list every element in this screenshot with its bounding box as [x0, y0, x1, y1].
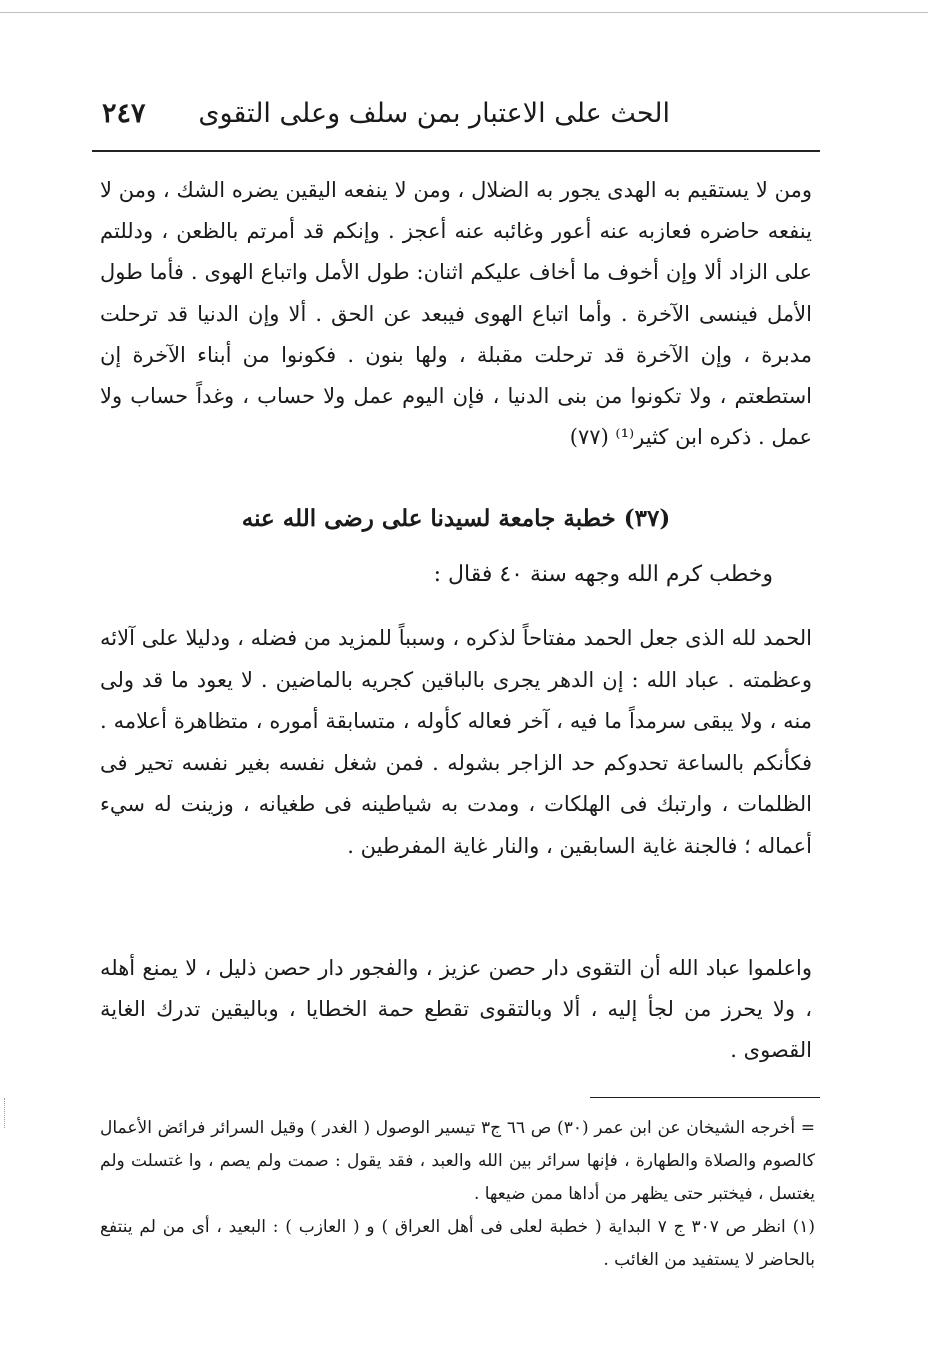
page-header: [92, 98, 820, 148]
page-number: ٢٤٧: [102, 98, 146, 129]
paragraph-3: واعلموا عباد الله أن التقوى دار حصن عزيز ، والفجور دار حصن ذليل ، لا يمنع أهله ، ولا يحرز من لجأ إليه ، ألا وبالتقوى تقطع حمة الخطايا ، وباليقين تدرك الغاية القصوى .: [100, 956, 812, 1062]
paragraph-2: الحمد لله الذى جعل الحمد مفتاحاً لذكره ، وسبباً للمزيد من فضله ، ودليلا على آلائه وعظمته . عباد الله : إن الدهر يجرى بالباقين كجريه بالماضين . لا يعود ما قد ولى منه ، ولا يبقى سرمداً ما فيه ، آخر فعاله كأوله ، متسابقة أموره ، متظاهرة أعلامه . فكأنكم بالساعة تحدوكم حد الزاجر بشوله . فمن شغل نفسه بغير نفسه تحير فى الظلمات ، وارتبك فى الهلكات ، ومدت به شياطينه فى طغيانه ، وزينت له سيء أعماله ؛ فالجنة غاية السابقين ، والنار غاية المفرطين .: [100, 626, 812, 858]
top-edge-line: [0, 12, 928, 13]
footnote-rule: [590, 1097, 820, 1098]
footnote-continuation: = أخرجه الشيخان عن ابن عمر (٣٠) ص ٦٦ ج٣ تيسير الوصول ( الغدر ) وقيل السرائر فرائض الأعمال كالصوم والصلاة والطهارة ، فإنها سرائر بين الله والعبد ، فقد يقول : صمت ولم يصم ، وا غتسلت ولم يغتسل ، فيختبر حتى يظهر من أداها ممن ضيعها .: [100, 1118, 815, 1204]
margin-mark: [4, 1098, 6, 1128]
intro-line: وخطب كرم الله وجهه سنة ٤٠ فقال :: [433, 562, 773, 587]
running-title: الحث على الاعتبار بمن سلف وعلى التقوى: [198, 98, 670, 129]
paragraph-1: ومن لا يستقيم به الهدى يجور به الضلال ، ومن لا ينفعه اليقين يضره الشك ، ومن لا ينفعه حاضره فعازبه عنه أعور وغائبه عنه أعجز . وإنكم قد أمرتم بالظعن ، ودللتم على الزاد ألا وإن أخوف ما أخاف عليكم اثنان: طول الأمل واتباع الهوى . فأما طول الأمل فينسى الآخرة . وأما اتباع الهوى فيبعد عن الحق . ألا وإن الدنيا قد ترحلت مدبرة ، وإن الآخرة قد ترحلت مقبلة ، ولها بنون . فكونوا من أبناء الآخرة إن استطعتم ، ولا تكونوا من بنى الدنيا ، فإن اليوم عمل ولا حساب ، وغداً حساب ولا عمل . ذكره ابن كثير⁽¹⁾ (٧٧): [100, 178, 812, 450]
footnotes: [100, 1112, 815, 1277]
header-rule: [92, 150, 820, 152]
footnote-1: (١) انظر ص ٣٠٧ ج ٧ البداية ( خطبة لعلى فى أهل العراق ) و ( العازب ) : البعيد ، أى من لم ينتفع بالحاضر لا يستفيد من الغائب .: [100, 1217, 815, 1270]
section-heading: (٣٧) خطبة جامعة لسيدنا على رضى الله عنه: [241, 505, 671, 532]
